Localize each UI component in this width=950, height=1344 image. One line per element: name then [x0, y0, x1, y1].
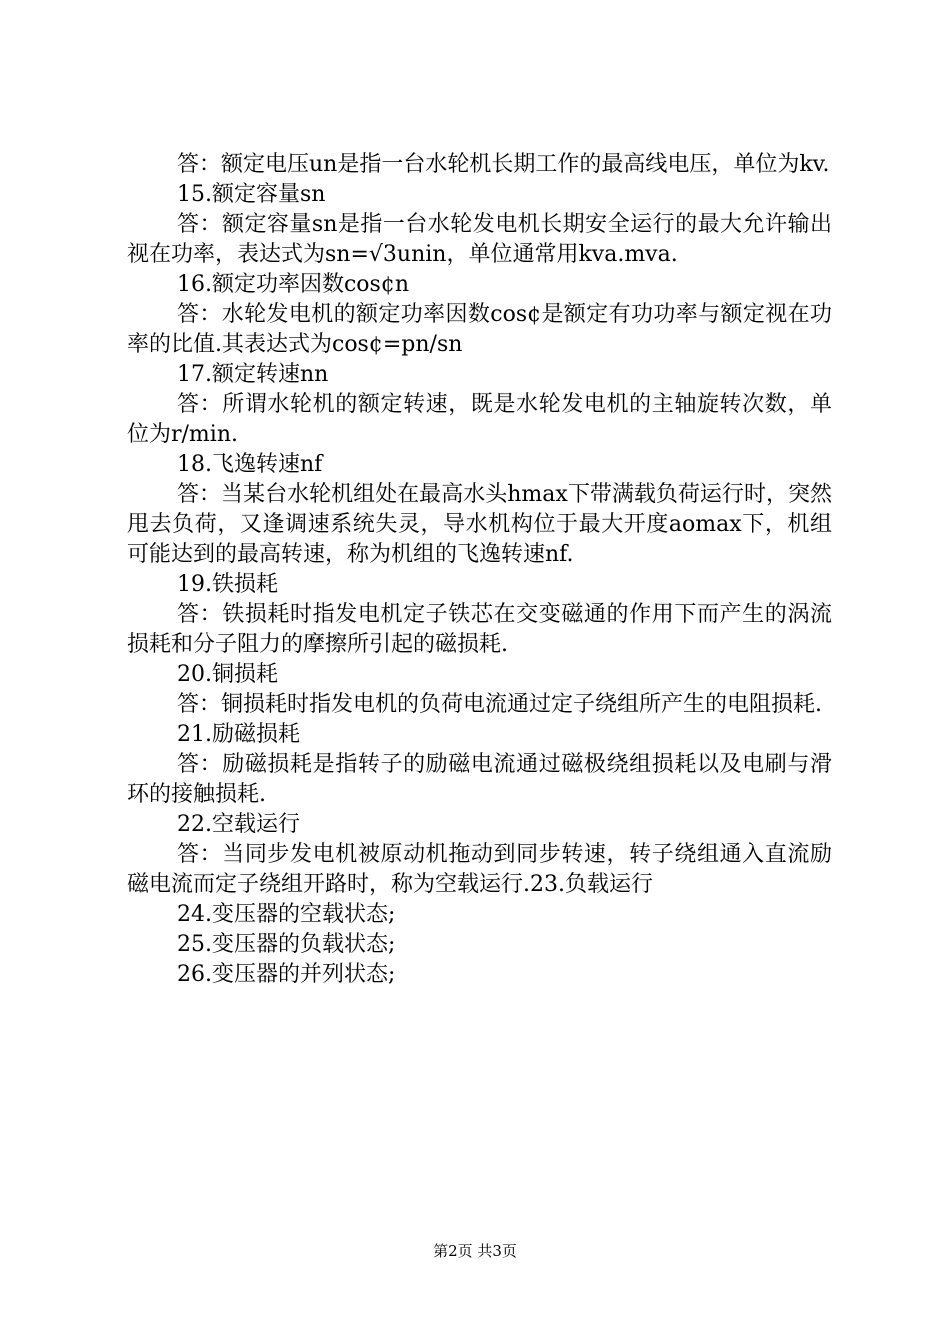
- heading-rated-capacity: 15.额定容量sn: [177, 182, 326, 207]
- answer-rated-voltage: 答：额定电压un是指一台水轮机长期工作的最高线电压，单位为kv.: [177, 152, 830, 177]
- heading-iron-loss: 19.铁损耗: [177, 572, 278, 597]
- answer-excitation-loss: 答：励磁损耗是指转子的励磁电流通过磁极绕组损耗以及电刷与滑环的接触损耗.: [127, 752, 832, 807]
- answer-rated-capacity: 答：额定容量sn是指一台水轮发电机长期安全运行的最大允许输出视在功率，表达式为sn=√3unin，单位通常用kva.mva.: [127, 212, 832, 267]
- answer-rated-power-factor: 答：水轮发电机的额定功率因数cos¢是额定有功功率与额定视在功率的比值.其表达式为cos¢=pn/sn: [127, 302, 832, 357]
- heading-copper-loss: 20.铜损耗: [177, 662, 278, 687]
- answer-rated-speed: 答：所谓水轮机的额定转速，既是水轮发电机的主轴旋转次数，单位为r/min.: [127, 392, 832, 447]
- document-body: [127, 150, 832, 990]
- answer-copper-loss: 答：铜损耗时指发电机的负荷电流通过定子绕组所产生的电阻损耗.: [177, 692, 822, 717]
- heading-no-load-operation: 22.空载运行: [177, 812, 300, 837]
- heading-transformer-parallel: 26.变压器的并列状态;: [177, 962, 396, 987]
- heading-rated-speed: 17.额定转速nn: [177, 362, 329, 387]
- heading-rated-power-factor: 16.额定功率因数cos¢n: [177, 272, 410, 297]
- heading-transformer-no-load: 24.变压器的空载状态;: [177, 902, 396, 927]
- answer-no-load-operation: 答：当同步发电机被原动机拖动到同步转速，转子绕组通入直流励磁电流而定子绕组开路时，称为空载运行.23.负载运行: [127, 842, 832, 897]
- answer-runaway-speed: 答：当某台水轮机组处在最高水头hmax下带满载负荷运行时，突然甩去负荷，又逢调速系统失灵，导水机构位于最大开度aomax下，机组可能达到的最高转速，称为机组的飞逸转速nf.: [127, 482, 832, 567]
- heading-runaway-speed: 18.飞逸转速nf: [177, 452, 323, 477]
- page-number-footer: 第2页 共3页: [433, 1242, 517, 1260]
- heading-excitation-loss: 21.励磁损耗: [177, 722, 300, 747]
- heading-transformer-load: 25.变压器的负载状态;: [177, 932, 396, 957]
- answer-iron-loss: 答：铁损耗时指发电机定子铁芯在交变磁通的作用下而产生的涡流损耗和分子阻力的摩擦所引起的磁损耗.: [127, 602, 832, 657]
